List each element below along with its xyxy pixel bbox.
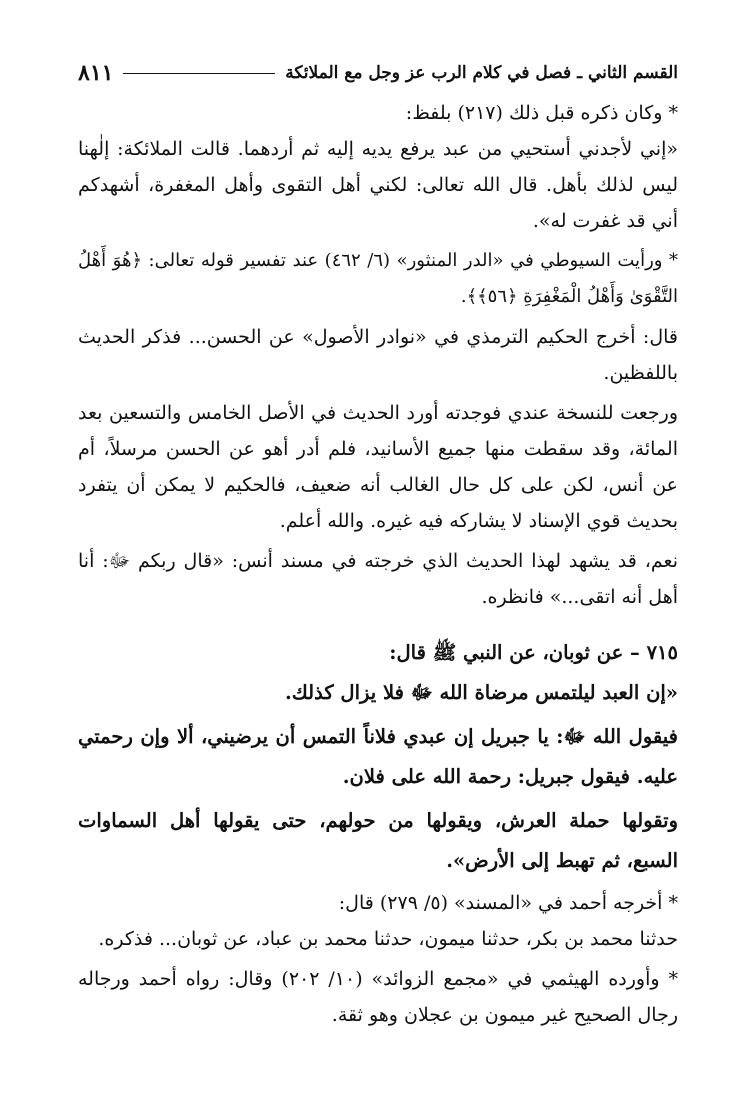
note-isnad: حدثنا محمد بن بكر، حدثنا ميمون، حدثنا محمد بن عباد، عن ثوبان... فذكره. (98, 928, 678, 950)
hadith-line: فيقول الله ﷻ: يا جبريل إن عبدي فلاناً التمس أن يرضيني، ألا وإن رحمتي عليه. فيقول جبريل: رحمة الله على فلان. (78, 725, 678, 788)
hadith-line: وتقولها حملة العرش، ويقولها من حولهم، حتى يقولها أهل السماوات السبع، ثم تهبط إلى الأرض». (78, 809, 678, 872)
page-number: ٨١١ (78, 60, 114, 86)
paragraph-suyuti: * ورأيت السيوطي في «الدر المنثور» (٦/ ٤٦٢) عند تفسير قوله تعالى: ﴿هُوَ أَهْلُ التَّقْوَىٰ وَأَهْلُ الْمَغْفِرَةِ ﴿٥٦﴾﴾. (78, 250, 679, 307)
paragraph-witness: نعم، قد يشهد لهذا الحديث الذي خرجته في مسند أنس: «قال ربكم ﷻ: أنا أهل أنه اتقى...» فانظره. (78, 550, 678, 608)
paragraph-hadith-text: «إني لأجدني أستحيي من عبد يرفع يديه إليه ثم أردهما. قالت الملائكة: إلٰهنا ليس لذلك بأهل. قال الله تعالى: لكني أهل التقوى وأهل المغفرة، أشهدكم أني قد غفرت له». (78, 138, 678, 232)
hadith-line: «إن العبد ليلتمس مرضاة الله ﷻ فلا يزال كذلك. (284, 681, 678, 704)
note-ahmad: * أخرجه أحمد في «المسند» (٥/ ٢٧٩) قال: (338, 892, 678, 914)
paragraph-previous-mention: * وكان ذكره قبل ذلك (٢١٧) بلفظ: (405, 102, 678, 124)
note-haythami: * وأورده الهيثمي في «مجمع الزوائد» (١٠/ ٢٠٢) وقال: رواه أحمد ورجاله رجال الصحيح غير ميمون بن عجلان وهو ثقة. (78, 968, 678, 1026)
paragraph-tirmidhi: قال: أخرج الحكيم الترمذي في «نوادر الأصول» عن الحسن... فذكر الحديث باللفظين. (78, 326, 678, 384)
paragraph-manuscript: ورجعت للنسخة عندي فوجدته أورد الحديث في الأصل الخامس والتسعين بعد المائة، وقد سقطت منها جميع الأسانيد، فلم أدر أهو عن الحسن مرسلاً، أم عن أنس، لكن على كل حال الغالب أنه ضعيف، فالحكيم لا يمكن أن يتفرد بحديث قوي الإسناد لا يشاركه فيه غيره. والله أعلم. (78, 402, 678, 532)
running-header (78, 55, 678, 91)
hadith-intro: ٧١٥ – عن ثوبان، عن النبي ﷺ قال: (389, 641, 678, 664)
header-title: القسم الثاني ـ فصل في كلام الرب عز وجل مع الملائكة (285, 63, 678, 83)
header-rule (123, 73, 275, 74)
book-page (78, 55, 678, 1033)
